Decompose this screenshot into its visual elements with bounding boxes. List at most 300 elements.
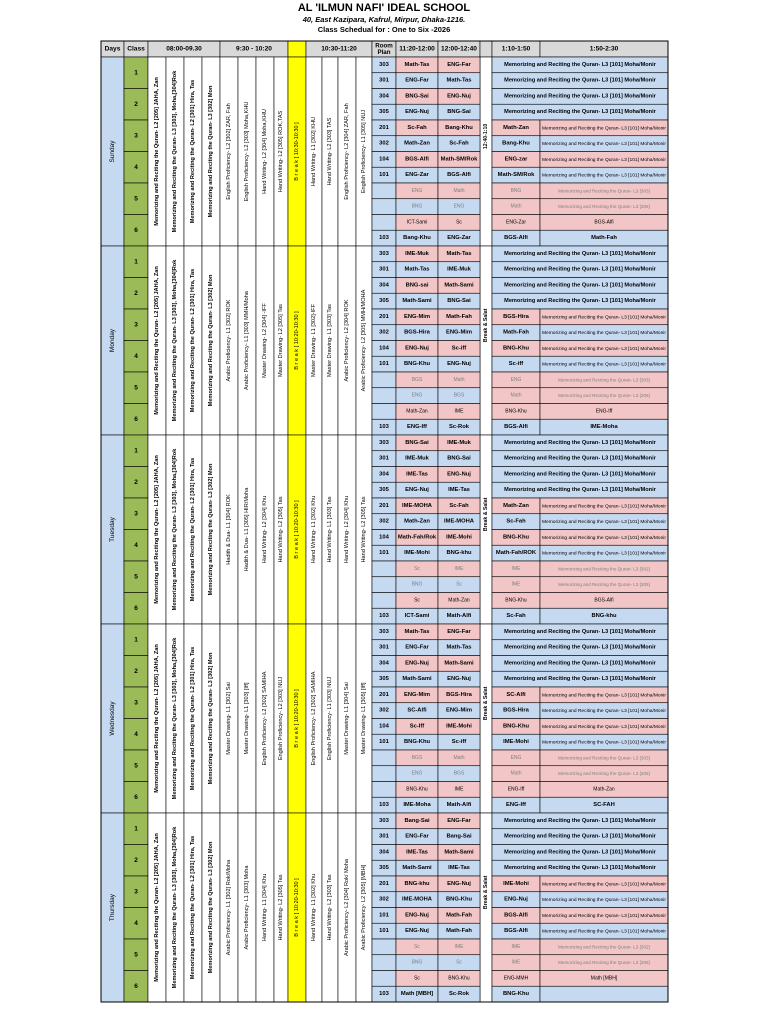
class-number: 6: [134, 604, 138, 612]
subject-text: Memorizing and Reciting the Quran- L3 [101] Moha/Monir: [542, 739, 667, 745]
subject-text: Memorizing and Reciting the Quran- L3 [305]: [558, 960, 650, 966]
subject-text: ENG-Nuj: [405, 345, 429, 352]
subject-text: IME-Mohi: [446, 723, 472, 730]
room-number: 101: [379, 361, 389, 368]
subject-text: ENG-Iff: [407, 424, 427, 431]
activity-text: Memorizing and Reciting the Quran- L2 [301] Hira, Tas: [190, 646, 196, 791]
activity-text: English Proficiency- L2 [304] ZAR, Fah: [344, 103, 350, 200]
break-salat-label: Break & Salat: [483, 497, 489, 532]
activity-text: Memorizing and Reciting the Quran- L2 [205] JAHA, Zan: [154, 644, 160, 793]
school-name: AL 'ILMUN NAFI' IDEAL SCHOOL: [297, 2, 471, 14]
class-number: 4: [134, 352, 138, 360]
subject-text: BGS-Alfi: [504, 912, 528, 919]
subject-text: BGS: [453, 392, 465, 399]
room-number: 303: [379, 628, 389, 635]
subject-text: ENG-Zar: [447, 235, 471, 242]
subject-text: BGS-Hira: [404, 329, 430, 336]
subject-text: Memorizing and Reciting the Quran- L3 [302]: [558, 566, 650, 572]
subject-text: Memorizing and Reciting the Quran- L3 [101] Moha/Monir: [542, 125, 667, 131]
subject-text: IME: [511, 959, 521, 966]
room-number: 304: [379, 849, 389, 856]
subject-text: ENG: [411, 770, 423, 777]
subject-text: Memorizing and Reciting the Quran- L3 [101] Moha/Monir: [542, 692, 667, 698]
subject-text: Math: [510, 203, 522, 210]
subject-text: IME-Muk: [405, 250, 429, 257]
column-header: Class: [127, 45, 145, 53]
subject-text: ENG-Iff: [507, 786, 525, 793]
activity-text: Hand Writing- L2 [305] Tas: [278, 874, 284, 941]
class-number: 3: [134, 132, 138, 140]
activity-text: Memorizing and Reciting the Quran- L2 [301] Hira, Tas: [190, 457, 196, 602]
activity-text: Master Drawing- L2 [304] -IFF: [262, 303, 268, 378]
activity-text: Memorizing and Reciting the Quran- L2 [301] Hira, Tas: [190, 79, 196, 224]
activity-text: Arabic Proficiency- L2 [304] Rok/ Moha: [344, 858, 350, 957]
class-number: 2: [134, 667, 138, 675]
subject-text: Math-Sami: [402, 865, 432, 872]
subject-text: Sc: [414, 975, 420, 982]
subject-text: Math-Zan: [404, 518, 430, 525]
subject-text: ENG: [453, 203, 465, 210]
subject-text: Sc-Fah: [506, 613, 526, 620]
subject-text: Memorizing and Reciting the Quran- L3 [303]: [558, 377, 650, 383]
activity-text: B r e a k [ 10:20-10:30 ]: [294, 878, 300, 937]
room-number: 302: [379, 518, 389, 525]
subject-text: SC-Alfi: [407, 707, 427, 714]
activity-text: Hand Writing- L2 [303] TAS: [327, 117, 333, 186]
activity-text: B r e a k [ 10:20-10:30 ]: [294, 689, 300, 748]
subject-text: Memorizing and Reciting the Quran- L3 [101] Moha/Monir: [504, 849, 656, 856]
room-number: 303: [379, 61, 389, 68]
subject-text: IME-Tas: [448, 487, 470, 494]
column-header: Days: [104, 45, 121, 53]
subject-text: Bang-Sai: [404, 817, 430, 824]
subject-text: IME-Tas: [448, 865, 470, 872]
activity-text: Hand Writing- L2 [304] Moha,KHU: [262, 109, 268, 194]
class-number: 1: [134, 69, 138, 77]
subject-text: Memorizing and Reciting the Quran- L3 [101] Moha/Monir: [504, 817, 656, 824]
subject-text: Math-Sami: [444, 282, 474, 289]
subject-text: Sc-Fah: [506, 518, 526, 525]
subject-text: SC-Alfi: [506, 691, 526, 698]
subject-text: Memorizing and Reciting the Quran- L3 [101] Moha/Monir: [504, 628, 656, 635]
room-number: 104: [379, 156, 389, 163]
subject-text: Sc-Rok: [449, 424, 469, 431]
school-address: 40, East Kazipara, Kafrul, Mirpur, Dhaka-1216.: [302, 15, 466, 24]
subject-text: Memorizing and Reciting the Quran- L3 [302]: [558, 944, 650, 950]
room-number: 101: [379, 172, 389, 179]
subject-text: IME-Mohi: [503, 739, 529, 746]
column-header: Plan: [377, 49, 391, 56]
subject-text: ENG-Iff: [595, 408, 613, 415]
class-number: 5: [134, 384, 138, 392]
subject-text: IME-Mohi: [446, 534, 472, 541]
subject-text: Math-SM/Rok: [497, 172, 535, 179]
subject-text: BNG-Khu: [502, 991, 530, 998]
room-number: 302: [379, 896, 389, 903]
subject-text: IME: [454, 408, 464, 415]
subject-text: BNG-khu: [591, 613, 617, 620]
column-header: 08:00-09.30: [166, 45, 202, 53]
subject-text: Math-Fah: [503, 329, 529, 336]
subject-text: Sc-Fah: [407, 124, 427, 131]
activity-text: Hand Writing- L1 [302] KHU: [311, 116, 317, 187]
subject-text: BGS-Hira: [503, 313, 529, 320]
class-number: 4: [134, 541, 138, 549]
subject-text: Memorizing and Reciting the Quran- L3 [101] Moha/Monir: [504, 865, 656, 872]
room-number: 101: [379, 550, 389, 557]
subject-text: IME: [454, 943, 464, 950]
activity-text: Arabic Proficiency- L1 [303] Moha: [244, 865, 250, 950]
subject-text: ENG-Nuj: [447, 676, 471, 683]
activity-text: Arabic Proficiency- L1 [303] MMH/Moha: [244, 291, 250, 390]
subject-text: BNG-Sai: [405, 93, 429, 100]
subject-text: Math-Fah/ROK: [495, 550, 537, 557]
subject-text: Memorizing and Reciting the Quran- L3 [101] Moha/Monir: [504, 77, 656, 84]
class-number: 6: [134, 793, 138, 801]
subject-text: Sc-iff: [451, 345, 467, 352]
subject-text: BGS-Hira: [503, 707, 529, 714]
subject-text: Math-Sami: [402, 676, 432, 683]
subject-text: BNG-Khu: [502, 345, 530, 352]
subject-text: ENG-Nuj: [447, 880, 471, 887]
room-cell: [372, 199, 396, 215]
subject-text: IME: [454, 786, 464, 793]
subject-text: ENG-Iff: [506, 802, 526, 809]
subject-text: IME-Moha: [590, 424, 618, 431]
activity-text: Hand Writing- L2 [305] Tas: [361, 496, 367, 563]
class-number: 6: [134, 415, 138, 423]
activity-text: B r e a k [ 10:30-10:30 ]: [294, 122, 300, 181]
room-cell: [372, 593, 396, 609]
subject-text: Sc-iff: [508, 361, 524, 368]
room-number: 304: [379, 660, 389, 667]
class-number: 4: [134, 919, 138, 927]
activity-text: Hand Writing- L1 [303] Tas: [327, 496, 333, 563]
room-number: 103: [379, 991, 389, 998]
activity-text: Master Drawing- L1 [305] [Iff]: [361, 682, 367, 755]
subject-text: Memorizing and Reciting the Quran- L3 [101] Moha/Monir: [542, 534, 667, 540]
subject-text: BNG-Sai: [447, 455, 471, 462]
room-cell: [372, 971, 396, 987]
subject-text: Math-Sami: [444, 660, 474, 667]
room-number: 305: [379, 676, 389, 683]
column-header: 1:10-1:50: [501, 45, 531, 53]
subject-text: Memorizing and Reciting the Quran- L3 [101] Moha/Monir: [504, 93, 656, 100]
activity-text: Hand Writing- L1 [304] Khu: [262, 873, 268, 942]
subject-text: Bang-Sai: [446, 833, 472, 840]
subject-text: Math-Alfi: [446, 613, 472, 620]
activity-text: Arabic Proficiency- L2 [305] [MBH]: [361, 864, 367, 951]
subject-text: Math-Tas: [404, 628, 430, 635]
activity-text: B r e a k [ 10:20-10:30 ]: [294, 311, 300, 370]
subject-text: Memorizing and Reciting the Quran- L3 [101] Moha/Monir: [542, 550, 667, 556]
subject-text: IME-Muk: [405, 455, 429, 462]
activity-text: Master Drawing- L1 [302]-IFF: [311, 303, 317, 378]
subject-text: Math-Zan: [448, 597, 470, 604]
subject-text: Math-SM/Rok: [440, 156, 478, 163]
subject-text: IME-MOHA: [402, 502, 432, 509]
class-number: 1: [134, 825, 138, 833]
subject-text: Math-Tas: [446, 77, 472, 84]
subject-text: Math-Fah: [591, 235, 617, 242]
subject-text: ICT-Sami: [406, 219, 428, 226]
class-number: 5: [134, 573, 138, 581]
room-number: 301: [379, 455, 389, 462]
subject-text: ENG-Mim: [445, 329, 473, 336]
subject-text: IME-Muk: [447, 439, 471, 446]
subject-text: ENG: [510, 376, 522, 383]
room-number: 301: [379, 77, 389, 84]
subject-text: Math-Tas: [446, 644, 472, 651]
subject-text: Memorizing and Reciting the Quran- L3 [101] Moha/Monir: [504, 61, 656, 68]
subject-text: SC-FAH: [593, 802, 615, 809]
activity-text: English Proficiency- L2 [302] ZAR, Fah: [226, 103, 232, 200]
class-number: 3: [134, 888, 138, 896]
room-cell: [372, 766, 396, 782]
subject-text: Math: [453, 376, 465, 383]
room-cell: [372, 955, 396, 971]
day-label: Thursday: [109, 893, 116, 922]
subject-text: Memorizing and Reciting the Quran- L3 [101] Moha/Monir: [504, 455, 656, 462]
subject-text: Memorizing and Reciting the Quran- L3 [101] Moha/Monir: [542, 912, 667, 918]
activity-text: Arabic Proficiency- L1 [302] ROK: [226, 299, 232, 382]
subject-text: BNG: [411, 959, 423, 966]
subject-text: Memorizing and Reciting the Quran- L3 [101] Moha/Monir: [542, 503, 667, 509]
subject-text: Memorizing and Reciting the Quran- L3 [305]: [558, 393, 650, 399]
class-number: 4: [134, 730, 138, 738]
class-number: 4: [134, 163, 138, 171]
subject-text: Sc: [456, 581, 462, 588]
subject-text: Memorizing and Reciting the Quran- L3 [101] Moha/Monir: [504, 282, 656, 289]
day-label: Wednesday: [109, 701, 116, 736]
subject-text: Memorizing and Reciting the Quran- L3 [305]: [558, 204, 650, 210]
subject-text: Memorizing and Reciting the Quran- L3 [101] Moha/Monir: [504, 439, 656, 446]
subject-text: Sc: [414, 943, 420, 950]
subject-text: BNG-khu: [446, 550, 472, 557]
activity-text: English Proficiency- L1 [305] NUJ: [361, 109, 367, 194]
subject-text: Sc: [414, 565, 420, 572]
subject-text: Sc-iff: [451, 739, 467, 746]
break-salat-label: 12:40-1:10: [483, 123, 489, 150]
room-number: 305: [379, 109, 389, 116]
subject-text: BGS-Alfi: [594, 597, 614, 604]
room-number: 101: [379, 928, 389, 935]
subject-text: Sc-Fah: [449, 502, 469, 509]
subject-text: IME-Muk: [447, 266, 471, 273]
subject-text: ENG-Mim: [403, 313, 431, 320]
subject-text: BNG-Khu: [502, 723, 530, 730]
room-cell: [372, 561, 396, 577]
subject-text: BGS-Alfi: [504, 424, 528, 431]
subject-text: BNG-sai: [405, 282, 429, 289]
subject-text: Bang-Khu: [445, 124, 473, 131]
room-number: 301: [379, 266, 389, 273]
subject-text: ENG-Zar: [405, 172, 429, 179]
subject-text: ENG-Nuj: [504, 896, 528, 903]
subject-text: ENG-Nuj: [447, 93, 471, 100]
subject-text: BGS-Alfi: [405, 156, 429, 163]
subject-text: Memorizing and Reciting the Quran- L3 [101] Moha/Monir: [542, 172, 667, 178]
day-label: Monday: [109, 328, 116, 353]
subject-text: Memorizing and Reciting the Quran- L3 [101] Moha/Monir: [542, 330, 667, 336]
subject-text: ENG-MMH: [503, 975, 529, 982]
subject-text: BNG-khu: [404, 880, 430, 887]
room-number: 305: [379, 298, 389, 305]
class-number: 3: [134, 510, 138, 518]
subject-text: BGS-Hira: [446, 691, 472, 698]
subject-text: IME-Tas: [406, 849, 428, 856]
subject-text: Memorizing and Reciting the Quran- L3 [305]: [558, 771, 650, 777]
subject-text: Math-Sami: [444, 849, 474, 856]
subject-text: Math-Zan: [503, 502, 529, 509]
break-salat-column: [480, 57, 492, 246]
activity-text: Memorizing and Reciting the Quran- L2 [301] Hira, Tas: [190, 268, 196, 413]
subject-cell: [540, 986, 668, 1002]
activity-text: Memorizing and Reciting the Quran- L2 [205] JAHA, Zan: [154, 455, 160, 604]
column-header: 11:20-12:00: [399, 45, 435, 53]
subject-text: Math-Fah: [446, 928, 472, 935]
subject-text: Math-Zan: [404, 140, 430, 147]
class-number: 6: [134, 226, 138, 234]
subject-text: Math [MBH]: [400, 991, 434, 998]
room-number: 101: [379, 739, 389, 746]
activity-text: English Proficiency- L2 [303] NUJ: [278, 676, 284, 761]
activity-text: Hand Writing- L1 [302] Khu: [311, 495, 317, 564]
room-number: 303: [379, 439, 389, 446]
subject-text: Memorizing and Reciting the Quran- L3 [101] Moha/Monir: [504, 298, 656, 305]
room-cell: [372, 782, 396, 798]
subject-text: ENG-Nuj: [405, 109, 429, 116]
activity-text: English Proficiency- L1 [303] NUJ: [327, 676, 333, 761]
activity-text: English Proficiency- L2 [302] SAMIHA: [311, 671, 317, 766]
class-number: 1: [134, 447, 138, 455]
room-number: 201: [379, 124, 389, 131]
activity-text: Hand Writing- L2 [305] ROK,TAS: [278, 110, 284, 193]
subject-text: Math: [453, 754, 465, 761]
room-number: 304: [379, 282, 389, 289]
subject-text: Memorizing and Reciting the Quran- L3 [101] Moha/Monir: [542, 928, 667, 934]
subject-text: ENG-Nuj: [447, 361, 471, 368]
class-number: 5: [134, 195, 138, 203]
class-number: 1: [134, 636, 138, 644]
break-salat-label: Break & Salat: [483, 308, 489, 343]
subject-text: IME-Mohi: [404, 550, 430, 557]
activity-text: Memorizing and Reciting the Quran- L2 [205] JAHA, Zan: [154, 77, 160, 226]
column-header: 12:00-12:40: [441, 45, 477, 53]
subject-text: BNG-Khu: [505, 597, 527, 604]
subject-text: Sc: [414, 597, 420, 604]
room-cell: [372, 372, 396, 388]
activity-text: Memorizing and Reciting the Quran- L3 [302] Mon: [208, 463, 214, 596]
class-number: 5: [134, 762, 138, 770]
room-number: 302: [379, 329, 389, 336]
activity-text: Memorizing and Reciting the Quran- L2 [205] JAHA, Zan: [154, 833, 160, 982]
room-number: 304: [379, 93, 389, 100]
room-number: 103: [379, 802, 389, 809]
subject-text: BNG-Khu: [505, 408, 527, 415]
activity-text: Hand Writing- L2 [303] Tas: [327, 874, 333, 941]
subject-text: IME: [511, 943, 521, 950]
subject-text: ENG-Far: [405, 644, 429, 651]
activity-text: English Proficiency- L2 [303] Moha,KHU: [244, 101, 250, 202]
subject-text: ENG-Nuj: [405, 912, 429, 919]
activity-text: Memorizing and Reciting the Quran- L2 [301] Hira, Tas: [190, 835, 196, 980]
room-number: 201: [379, 691, 389, 698]
subject-text: Math-Sami: [402, 298, 432, 305]
room-number: 201: [379, 880, 389, 887]
subject-text: ENG-Nuj: [405, 487, 429, 494]
column-header: 1:50-2:30: [589, 45, 619, 53]
room-cell: [372, 577, 396, 593]
room-cell: [372, 939, 396, 955]
subject-text: Sc-Iff: [409, 723, 425, 730]
room-number: 104: [379, 723, 389, 730]
subject-text: ENG-zar: [504, 156, 528, 163]
subject-text: Math-Alfi: [446, 802, 472, 809]
column-header: 9:30 - 10:20: [236, 45, 272, 53]
subject-text: Sc-Fah: [449, 140, 469, 147]
subject-text: IME: [511, 565, 521, 572]
subject-text: Math-Tas: [404, 266, 430, 273]
activity-text: Hand Writing- L1 [302] Khu: [311, 873, 317, 942]
activity-text: Memorizing and Reciting the Quran- L3 [303], Moha,[304]Rok: [172, 637, 178, 800]
subject-text: ENG-Far: [405, 833, 429, 840]
subject-text: BNG-Sai: [405, 439, 429, 446]
subject-text: IME-MOHA: [402, 896, 432, 903]
subject-text: Memorizing and Reciting the Quran- L3 [101] Moha/Monir: [542, 897, 667, 903]
subject-text: BGS: [411, 376, 423, 383]
subject-text: Math-Fah/Rok: [397, 534, 437, 541]
header-cell: [288, 41, 306, 57]
subject-text: Memorizing and Reciting the Quran- L3 [101] Moha/Monir: [504, 487, 656, 494]
room-cell: [372, 404, 396, 420]
subject-text: Math: [510, 392, 522, 399]
subject-text: Memorizing and Reciting the Quran- L3 [101] Moha/Monir: [542, 345, 667, 351]
subject-text: Memorizing and Reciting the Quran- L3 [101] Moha/Monir: [542, 708, 667, 714]
subject-text: BNG: [411, 581, 423, 588]
activity-text: English Proficiency- L2 [302] SAMIHA: [262, 671, 268, 766]
room-cell: [372, 388, 396, 404]
activity-text: Master Drawing- L1 [303] [Iff]: [244, 682, 250, 755]
activity-text: Arabic Proficiency- L2 [304] ROK: [344, 299, 350, 382]
subject-text: Memorizing and Reciting the Quran- L3 [101] Moha/Monir: [504, 644, 656, 651]
class-number: 3: [134, 321, 138, 329]
subject-text: Memorizing and Reciting the Quran- L3 [101] Moha/Monir: [542, 141, 667, 147]
room-number: 303: [379, 250, 389, 257]
subject-text: Memorizing and Reciting the Quran- L3 [101] Moha/Monir: [504, 660, 656, 667]
activity-text: Memorizing and Reciting the Quran- L3 [303], Moha,[304]Rok: [172, 70, 178, 233]
room-number: 301: [379, 644, 389, 651]
subject-text: ENG: [510, 754, 522, 761]
activity-text: Memorizing and Reciting the Quran- L3 [303], Moha,[304]Rok: [172, 448, 178, 611]
subject-text: Bang-Khu: [502, 140, 530, 147]
subject-text: BNG-Khu: [448, 975, 470, 982]
subject-text: ENG-Mim: [445, 707, 473, 714]
subject-text: Math-Fah: [446, 912, 472, 919]
room-number: 103: [379, 235, 389, 242]
class-number: 2: [134, 478, 138, 486]
subject-text: BNG-Sai: [447, 109, 471, 116]
activity-text: Memorizing and Reciting the Quran- L3 [303], Moha,[304]Rok: [172, 826, 178, 989]
subject-text: Memorizing and Reciting the Quran- L3 [305]: [558, 582, 650, 588]
header-cell: [480, 41, 492, 57]
room-number: 104: [379, 534, 389, 541]
subject-text: Memorizing and Reciting the Quran- L3 [101] Moha/Monir: [542, 361, 667, 367]
room-number: 103: [379, 424, 389, 431]
subject-text: BNG: [510, 187, 522, 194]
subject-text: Memorizing and Reciting the Quran- L3 [101] Moha/Monir: [504, 109, 656, 116]
activity-text: B r e a k [ 10:20-10:30 ]: [294, 500, 300, 559]
